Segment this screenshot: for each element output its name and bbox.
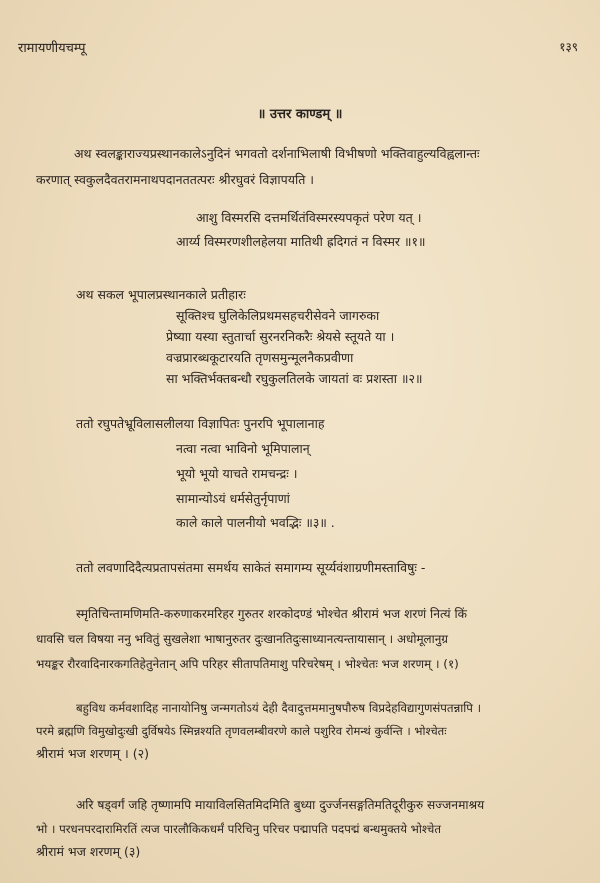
stotra1-line-1: स्मृतिचिन्तामणिमति-करुणाकरमरिहर गुरुतर शरकोदण्डं भोश्चेत श्रीरामं भज शरणं नित्यं किं xyxy=(76,607,467,621)
para4-line-1: ततो लवणादिदैत्यप्रतापसंतमा समर्थय साकेतं समागम्य सूर्य्यवंशाग्रणीमस्ताविषुः - xyxy=(76,560,426,575)
verse1-line-2: आर्य्य विस्मरणशीलहेलया मातिथी ह्रदिगतं न विस्मर ॥१॥ xyxy=(176,234,426,249)
verse3-line-4: काले काले पालनीयो भवद्भिः ॥३॥ . xyxy=(176,515,335,530)
verse3-line-2: भूयो भूयो याचते रामचन्द्रः । xyxy=(176,466,298,481)
section-title: ॥ उत्तर काण्डम् ॥ xyxy=(257,107,343,122)
stotra2-line-3: श्रीरामं भज शरणम् । (२) xyxy=(36,746,149,761)
para2-line-1: अथ सकल भूपालप्रस्थानकाले प्रतीहारः xyxy=(76,287,246,302)
verse2-line-3: वज्रप्रारब्धकूटारयति तृणसमुन्मूलनैकप्रवीणा xyxy=(166,350,354,365)
intro-line-1: अथ स्वलङ्काराज्यप्रस्थानकालेऽनुदिनं भगवतो दर्शनाभिलाषी विभीषणो भक्तिवाहुल्यविह्वलान्तः xyxy=(74,146,480,161)
intro-line-2: करणात् स्वकुलदैवतरामनाथपदानततत्परः श्रीरघुवरं विज्ञापयति । xyxy=(36,172,315,187)
stotra3-line-2: भो । परधनपरदारामिरतिं त्यज पारलौकिकधर्मं परिचिनु परिचर पद्मापति पदपद्मं बन्धमुक्तये भोश्चेत xyxy=(36,822,441,836)
verse2-line-2: प्रेष्याा यस्या स्तुतार्चा सुरनरनिकरैः श्रेयसे स्तूयते या । xyxy=(166,329,395,344)
page-number: १३९ xyxy=(559,40,578,54)
verse3-line-3: सामान्योऽयं धर्मसेतुर्नृपाणां xyxy=(176,491,290,506)
running-header-title: रामायणीयचम्पू xyxy=(18,41,86,56)
para3-line-1: ततो रघुपतेभ्रूविलासलीलया विज्ञापितः पुनरपि भूपालानाह xyxy=(76,416,325,431)
stotra1-line-3: भयङ्कर रौरवादिनारकगतिहेतुनेतान् अपि परिहर सीतापतिमाशु परिचरेषम् । भोश्चेतः भज शरणम् । (१) xyxy=(36,657,459,671)
verse3-line-1: नत्वा नत्वा भाविनो भूमिपालान् xyxy=(176,441,310,456)
verse1-line-1: आशु विस्मरसि दत्तमर्थितंविस्मरस्यपकृतं परेण यत् । xyxy=(196,210,422,225)
verse2-line-4: सा भक्तिर्भक्तबन्धौ रघुकुलतिलके जायतां वः प्रशस्ता ॥२॥ xyxy=(166,371,423,386)
stotra3-line-1: अरि षड्वर्गं जहि तृष्णामपि मायाविलसितमिदमिति बुध्या दुर्ज्जनसङ्गतिमतिदूरीकुरु सज्जनमाश्रय xyxy=(76,798,485,812)
stotra3-line-3: श्रीरामं भज शरणम् (३) xyxy=(36,844,141,859)
stotra1-line-2: धावसि चल विषया ननु भवितुं सुखलेशा भाषानुरुतर दुःखानतिदुःसाध्यानत्यन्तायासान् । अधोमूलानुग्र xyxy=(36,632,449,646)
stotra2-line-1: बहुविध कर्मवशादिह नानायोनिषु जन्मगतोऽयं देही दैवादुत्तममानुषपौरुष विप्रदेहविद्यागुणसंपतन्नापि । xyxy=(76,701,482,715)
stotra2-line-2: परमे ब्रह्मणि विमुखोदुःखी दुर्विषयेऽ स्मिन्नश्यति तृणवलम्बीवरणे काले पशुरिव रोमन्थं कुर्वन्ति । भोश्चेतः xyxy=(36,724,447,738)
verse2-line-1: सूक्तिश्च घुलिकेलिप्रथमसहचरीसेवने जागरुका xyxy=(176,308,380,323)
